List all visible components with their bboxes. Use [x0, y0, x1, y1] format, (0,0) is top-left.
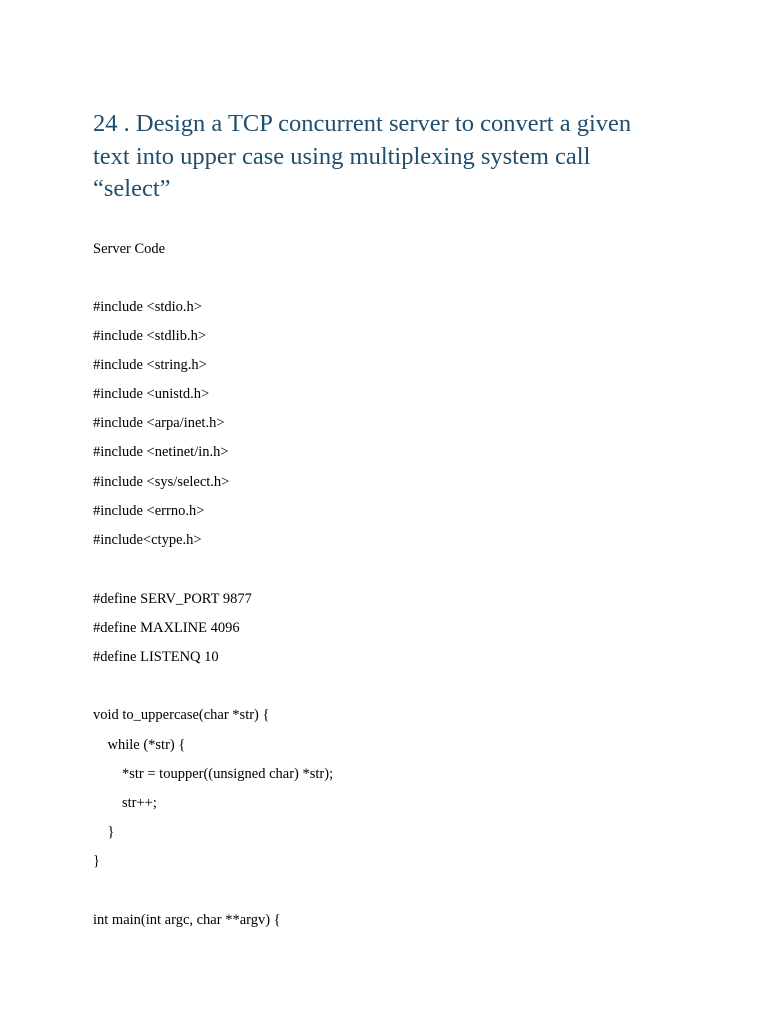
title-line-3: “select” — [93, 175, 171, 202]
title-line-1: 24 . Design a TCP concurrent server to convert a given — [93, 110, 632, 137]
title-line-2: text into upper case using multiplexing system call — [93, 142, 591, 170]
code-line: #include <stdlib.h> — [93, 328, 207, 344]
code-line: #define MAXLINE 4096 — [93, 620, 240, 636]
code-line: int main(int argc, char **argv) { — [93, 912, 281, 928]
code-line: #include<ctype.h> — [93, 532, 202, 548]
page-title — [93, 108, 713, 206]
code-line: str++; — [93, 795, 157, 811]
code-line: #include <stdio.h> — [93, 299, 202, 315]
code-line: #include <arpa/inet.h> — [93, 415, 225, 431]
code-line: *str = toupper((unsigned char) *str); — [93, 766, 334, 782]
code-line: void to_uppercase(char *str) { — [93, 707, 270, 723]
code-line: } — [93, 824, 115, 840]
section-label: Server Code — [93, 241, 166, 257]
code-line: #define SERV_PORT 9877 — [93, 591, 252, 607]
code-line: while (*str) { — [93, 737, 186, 753]
code-line: #include <sys/select.h> — [93, 474, 230, 490]
code-line: #define LISTENQ 10 — [93, 649, 219, 665]
code-line: #include <unistd.h> — [93, 386, 210, 402]
code-line: #include <errno.h> — [93, 503, 205, 519]
code-line: #include <string.h> — [93, 357, 207, 373]
code-line: #include <netinet/in.h> — [93, 444, 229, 460]
code-line: } — [93, 853, 100, 869]
